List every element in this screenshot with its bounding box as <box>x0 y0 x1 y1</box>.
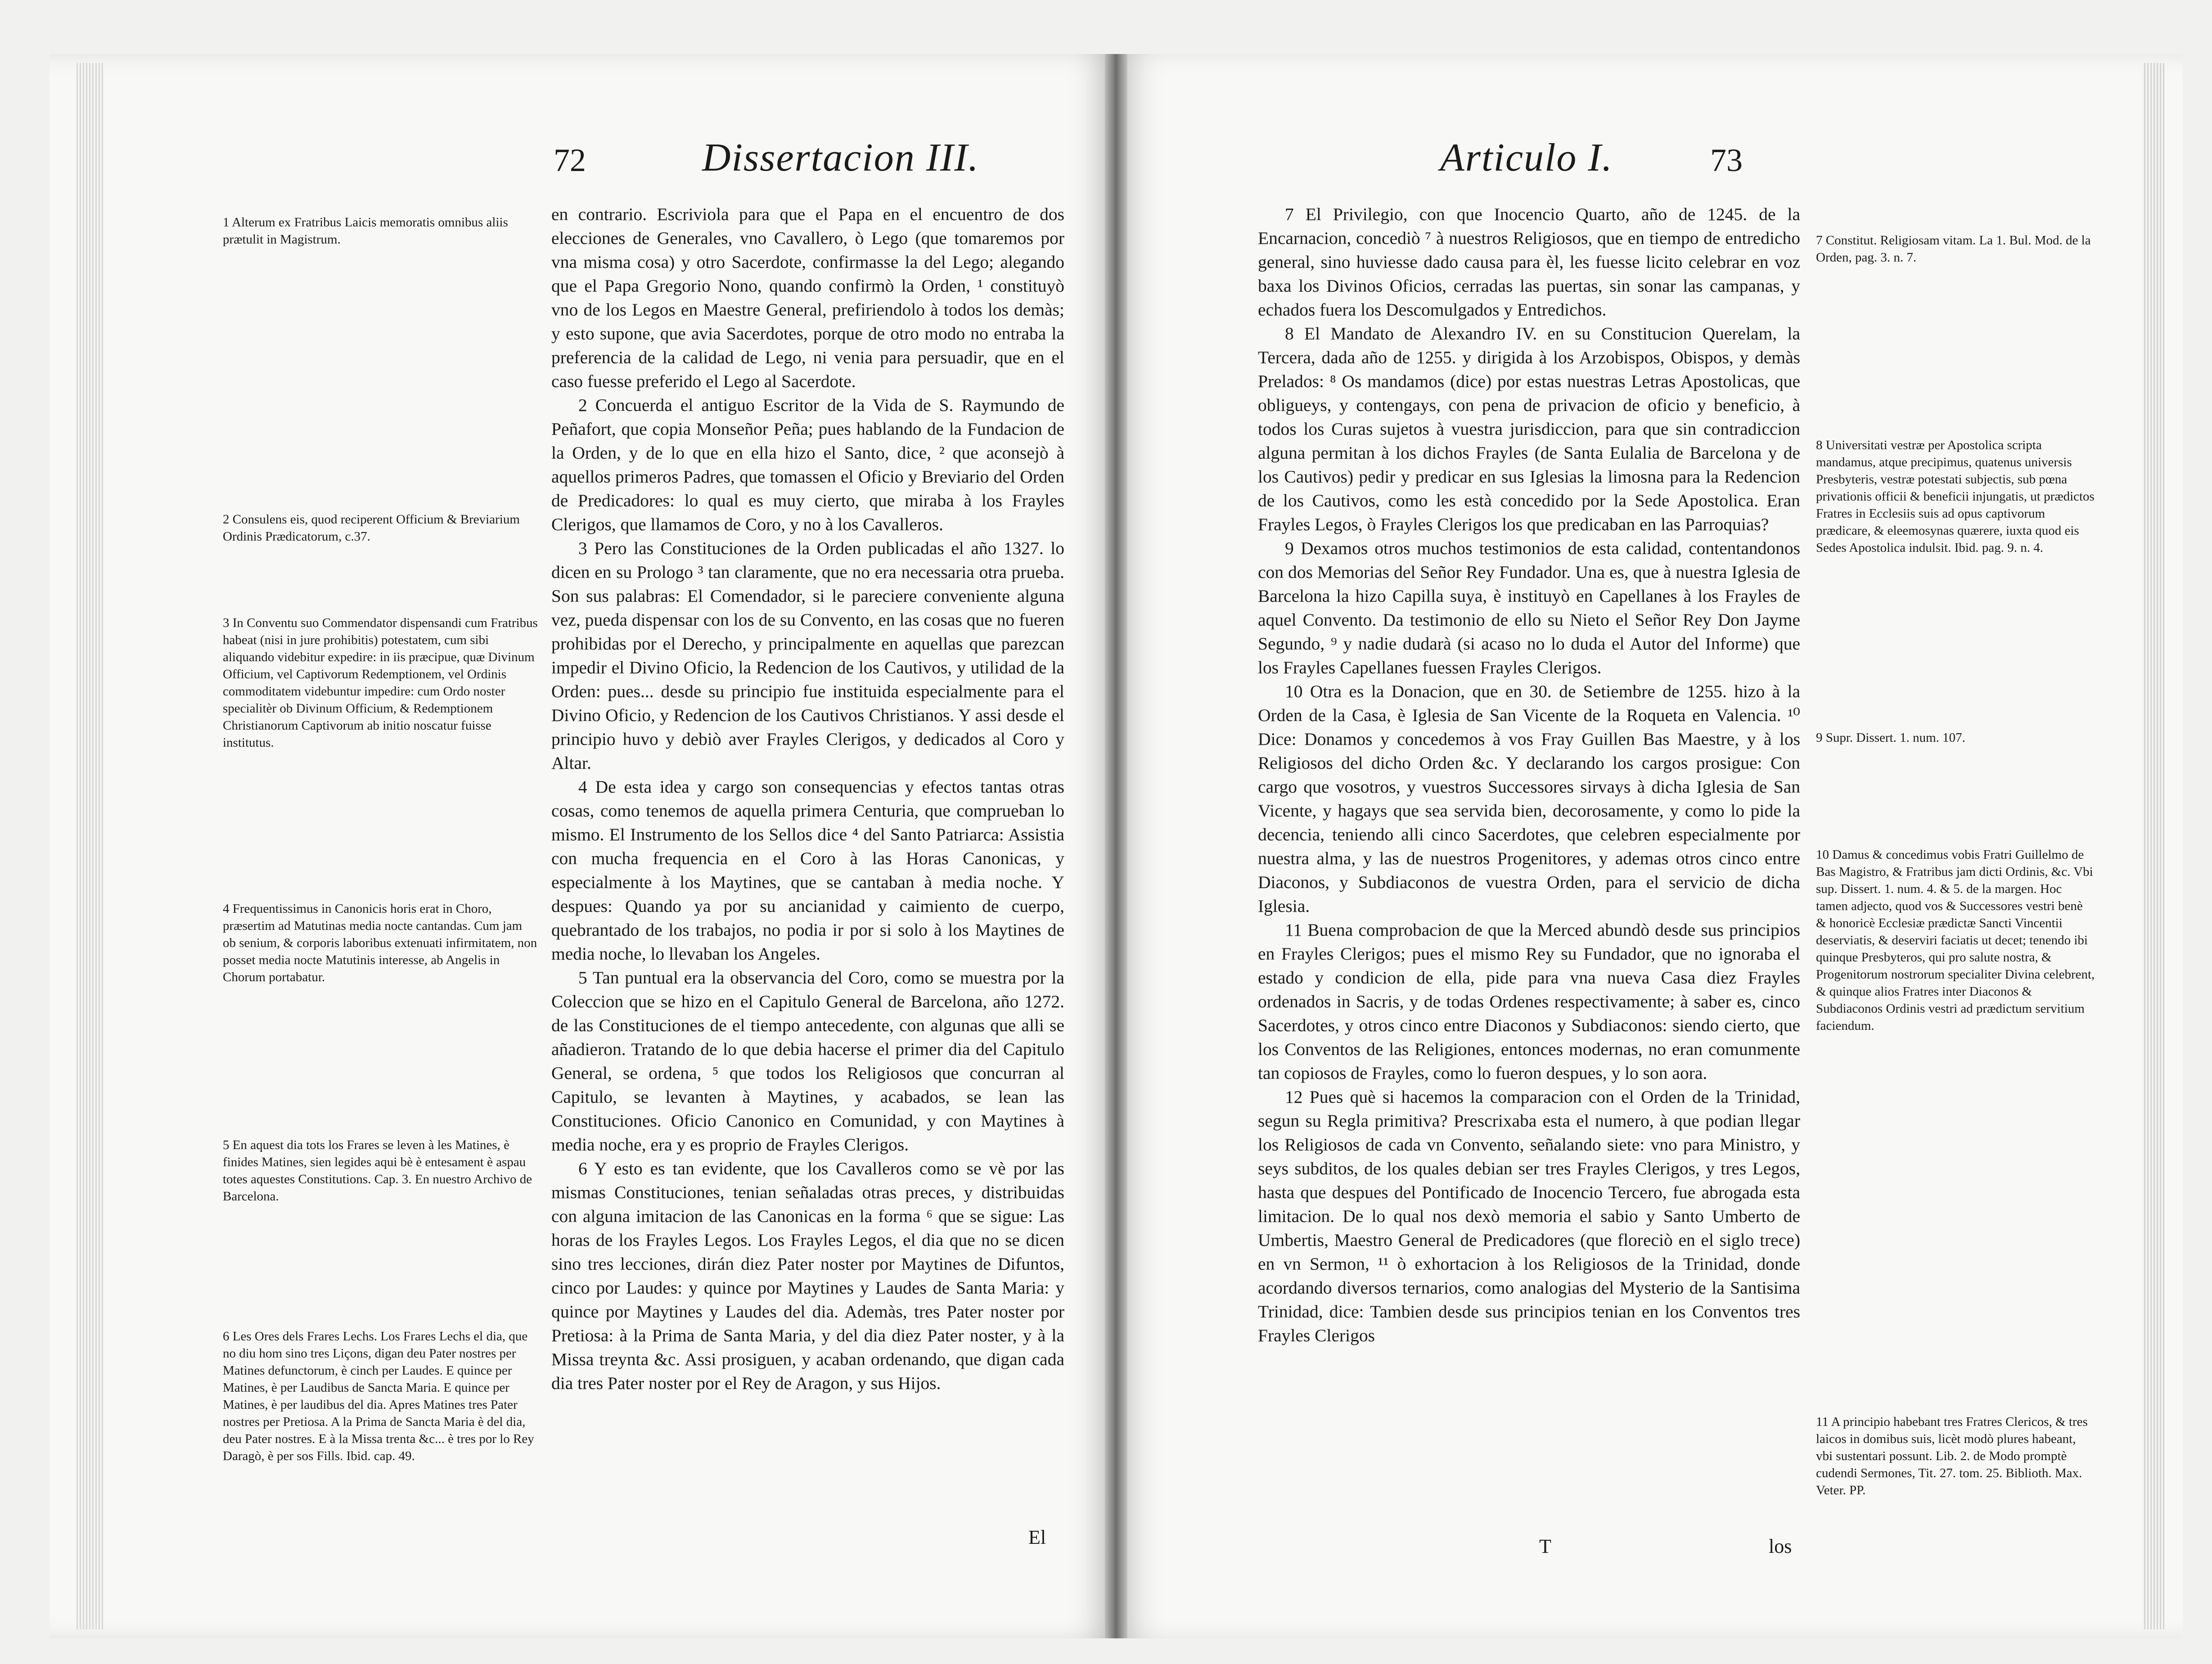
marginal-note: 5 En aquest dia tots los Frares se leven à les Matines, è finides Matines, sien legides aqui bè è entesament è aspau totes aquestes Constitutions. Cap. 3. En nuestro Archivo de Barcelona. <box>223 1138 532 1204</box>
marginal-note: 7 Constitut. Religiosam vitam. La 1. Bul. Mod. de la Orden, pag. 3. n. 7. <box>1816 233 2091 265</box>
marginal-note: 11 A principio habebant tres Fratres Clericos, & tres laicos in domibus suis, licèt modò plures habeant, vbi sustentari possunt. Lib. 2. de Modo promptè cudendi Sermones, Tit. 27. tom. 25. Biblioth. Max. Veter. PP. <box>1816 1415 2088 1497</box>
right-folio-number: 73 <box>1710 142 1743 178</box>
right-running-head: Articulo I. <box>1440 136 1613 180</box>
paragraph: 4 De esta idea y cargo son consequencias y efectos tantas otras cosas, como tenemos de aquella primera Centuria, que comprueban lo mismo. El Instrumento de los Sellos dice ⁴ del Santo Patriarca: Assistia con mucha frequencia en el Coro à las Horas Canonicas, y especialmente à los Maytines, que se cantaban à media noche. Y despues: Quando ya por su ancianidad y caimiento de cuerpo, quebrantado de los trabajos, no podia ir por si solo à los Maytines de media noche, lo llevaban los Angeles. <box>551 777 1064 964</box>
paragraph: 7 El Privilegio, con que Inocencio Quarto, año de 1245. de la Encarnacion, concediò ⁷ à nuestros Religiosos, que en tiempo de entredicho general, sino huviesse dado causa para èl, les fuesse licito celebrar en voz baxa los Divinos Oficios, cerradas las puertas, sin sonar las campanas, y echados fuera los Descomulgados y Entredichos. <box>1258 204 1800 320</box>
marginal-note: 3 In Conventu suo Commendator dispensandi cum Fratribus habeat (nisi in jure prohibitis) potestatem, cum sibi aliquando videbitur expedire: in iis præcipue, quæ Divinum Officium, vel Captivorum Redemptionem, vel Ordinis commoditatem videbuntur impedire: cum Ordo noster specialitèr ob Divinum Officium, & Redemptionem Christianorum Captivorum ab initio noscatur fuisse institutus. <box>223 616 538 750</box>
marginal-note: 8 Universitati vestræ per Apostolica scripta mandamus, atque precipimus, quatenus universis Presbyteris, vestræ potestati subjectis, sub pœna privationis officii & beneficii injungatis, ut prædictos Fratres in Ecclesiis suis ad opus captivorum prædicare, & eleemosynas quærere, iuxta quod eis Sedes Apostolica indulsit. Ibid. pag. 9. n. 4. <box>1816 438 2095 555</box>
marginal-note: 2 Consulens eis, quod reciperent Officium & Breviarium Ordinis Prædicatorum, c.37. <box>223 512 520 544</box>
left-main-text <box>551 203 1064 1395</box>
marginal-note: 1 Alterum ex Fratribus Laicis memoratis omnibus aliis prætulit in Magistrum. <box>223 215 508 247</box>
right-page-edges <box>2142 63 2165 1629</box>
right-main-text <box>1258 203 1800 1348</box>
left-catchword: El <box>1028 1526 1046 1548</box>
paragraph: 10 Otra es la Donacion, que en 30. de Setiembre de 1255. hizo à la Orden de la Casa, è Iglesia de San Vicente de la Roqueta en Valencia. ¹⁰ Dice: Donamos y concedemos à vos Fray Guillen Bas Maestre, y à los Religiosos del dicho Orden &c. Y declarando los cargos prosigue: Con cargo que vosotros, y vuestros Successores sirvays à dicha Iglesia de San Vicente, y hagays que sea servida bien, decorosamente, y como lo pide la decencia, teniendo alli cinco Sacerdotes, que celebren especialmente por nuestra alma, y las de nuestros Progenitores, y ademas otros cinco entre Diaconos, y Subdiaconos de vuestra Orden, para el servicio de dicha Iglesia. <box>1258 681 1800 916</box>
paragraph: en contrario. Escriviola para que el Papa en el encuentro de dos elecciones de Generales, vno Cavallero, ò Lego (que tomaremos por vna misma cosa) y otro Sacerdote, confirmasse la del Lego; alegando que el Papa Gregorio Nono, quando confirmò la Orden, ¹ constituyò vno de los Legos en Maestre General, prefiriendolo à todos los demàs; y esto supone, que avia Sacerdotes, porque de otro modo no entraba la preferencia de la calidad de Lego, ni venia para persuadir, que en el caso fuesse preferido el Lego al Sacerdote. <box>551 204 1064 391</box>
marginal-note: 4 Frequentissimus in Canonicis horis erat in Choro, præsertim ad Matutinas media nocte cantandas. Cum jam ob senium, & corporis laboribus extenuati infirmitatem, non posset media nocte Matutinis interesse, ab Angelis in Chorum portabatur. <box>223 902 537 984</box>
paragraph: 2 Concuerda el antiguo Escritor de la Vida de S. Raymundo de Peñafort, que copia Monseñor Peña; pues hablando de la Fundacion de la Orden, y de lo que en ella hizo el Santo, dice, ² que aconsejò à aquellos primeros Padres, que tomassen el Oficio y Breviario del Orden de Predicadores: lo qual es muy cierto, que miraba à los Frayles Clerigos, que llamamos de Coro, y no à los Cavalleros. <box>551 395 1064 534</box>
right-catchword: los <box>1769 1535 1792 1557</box>
left-page <box>50 54 1116 1638</box>
paragraph: 12 Pues què si hacemos la comparacion con el Orden de la Trinidad, segun su Regla primitiva? Prescrixaba esta el numero, à que podian llegar los Religiosos de cada vn Convento, señalando siete: vno para Ministro, y seys subditos, de los quales debian ser tres Frayles Clerigos, y tres Legos, hasta que despues del Pontificado de Inocencio Tercero, fue abrogada esta limitacion. De lo qual nos dexò memoria el sabio y Santo Umberto de Umbertis, Maestro General de Predicadores (que floreciò en el siglo trece) en vn Sermon, ¹¹ ò exhortacion à los Religiosos de la Trinidad, donde acordando diversos ternarios, como analogias del Mysterio de la Santisima Trinidad, dice: Tambien desde sus principios tenian en los Conventos tres Frayles Clerigos <box>1258 1087 1800 1345</box>
paragraph: 11 Buena comprobacion de que la Merced abundò desde sus principios en Frayles Clerigos; pues el mismo Rey su Fundador, que no ignoraba el estado y condicion de ella, pide para vna nueva Casa diez Frayles ordenados in Sacris, y de todas Ordenes respectivamente; à saber es, cinco Sacerdotes, y otros cinco entre Diaconos y Subdiaconos: siendo cierto, que los Conventos de las Religiones, entonces modernas, no eran comunmente tan copiosos de Frayles, como lo fueron despues, y lo son aora. <box>1258 920 1800 1083</box>
paragraph: 9 Dexamos otros muchos testimonios de esta calidad, contentandonos con dos Memorias del Señor Rey Fundador. Una es, que à nuestra Iglesia de Barcelona la hizo Capilla suya, è instituyò en Capellanes à los Frayles de aquel Convento. Da testimonio de ello su Nieto el Señor Rey Don Jayme Segundo, ⁹ y nadie dudarà (si acaso no lo duda el Autor del Informe) que los Frayles Capellanes fuessen Frayles Clerigos. <box>1258 538 1800 677</box>
paragraph: 3 Pero las Constituciones de la Orden publicadas el año 1327. lo dicen en su Prologo ³ tan claramente, que no era necessaria otra prueba. Son sus palabras: El Comendador, si le pareciere conveniente alguna vez, pueda dispensar con los de su Convento, en las cosas que no fueren prohibidas por el Derecho, y principalmente en aquellas que parezcan impedir el Divino Oficio, la Redencion de los Cautivos, y utilidad de la Orden: pues... desde su principio fue instituida especialmente para el Divino Oficio, y Redencion de los Cautivos Christianos. Y assi desde el principio huvo y debiò aver Frayles Clerigos, y dedicados al Coro y Altar. <box>551 538 1064 773</box>
paragraph: 6 Y esto es tan evidente, que los Cavalleros como se vè por las mismas Constituciones, tenian señaladas otras preces, y distribuidas con alguna imitacion de las Canonicas en la forma ⁶ que se sigue: Las horas de los Frayles Legos. Los Frayles Legos, el dia que no se dicen sino tres lecciones, dirán diez Pater noster por Maytines de Difuntos, cinco por Laudes: y quince por Maytines y Laudes de Santa Maria: y quince por Maytines y Laudes del dia. Ademàs, tres Pater noster por Pretiosa: à la Prima de Santa Maria, y del dia diez Pater noster, y à la Missa treynta &c. Assi prosiguen, y acaban ordenando, que digan cada dia tres Pater noster por el Rey de Aragon, y sus Hijos. <box>551 1159 1064 1393</box>
right-page <box>1116 54 2183 1638</box>
left-page-edges <box>77 63 104 1629</box>
open-book <box>50 54 2183 1638</box>
marginal-note: 9 Supr. Dissert. 1. num. 107. <box>1816 731 1965 745</box>
paragraph: 5 Tan puntual era la observancia del Coro, como se muestra por la Coleccion que se hizo en el Capitulo General de Barcelona, año 1272. de las Constituciones de el tiempo antecedente, con algunas que alli se añadieron. Tratando de lo que debia hacerse el primer dia del Capitulo General, se ordena, ⁵ que todos los Religiosos que concurran al Capitulo, se levanten à Maytines, y acabados, se lean las Constituciones. Oficio Canonico en Comunidad, y con Maytines à media noche, era y es proprio de Frayles Clerigos. <box>551 968 1064 1154</box>
left-running-head: Dissertacion III. <box>702 136 979 180</box>
marginal-note: 6 Les Ores dels Frares Lechs. Los Frares Lechs el dia, que no diu hom sino tres Liçons, digan deu Pater nostres per Matines defunctorum, è cinch per Laudes. E quince per Matines, è per Laudibus de Sancta Maria. E quince per Matines, è per laudibus del dia. Apres Matines tres Pater nostres per Pretiosa. A la Prima de Sancta Maria è del dia, deu Pater nostres. E à la Missa trenta &c... è tres por lo Rey Daragò, è per sos Fills. Ibid. cap. 49. <box>223 1329 534 1463</box>
paragraph: 8 El Mandato de Alexandro IV. en su Constitucion Querelam, la Tercera, dada año de 1255. y dirigida à los Arzobispos, Obispos, y demàs Prelados: ⁸ Os mandamos (dice) por estas nuestras Letras Apostolicas, que obligueys, y contengays, con pena de privacion de oficio y beneficio, à todos los Curas sujetos à vuestra jurisdiccion, para que sin contradiccion alguna permitan à los dichos Frayles (de Santa Eulalia de Barcelona y de los Cautivos) pedir y predicar en sus Iglesias la limosna para la Redencion de los Cautivos, como les està concedido por la Sede Apostolica. Eran Frayles Legos, ò Frayles Clerigos los que predicaban en las Parroquias? <box>1258 324 1800 534</box>
signature-mark: T <box>1539 1535 1551 1557</box>
book-gutter <box>1105 54 1127 1638</box>
marginal-note: 10 Damus & concedimus vobis Fratri Guillelmo de Bas Magistro, & Fratribus jam dicti Ordinis, &c. Vbi sup. Dissert. 1. num. 4. & 5. de la margen. Hoc tamen adjecto, quod vos & Successores vestri benè & honoricè Ecclesiæ prædictæ Sancti Vincentii deserviatis, & deserviri faciatis ut decet; tenendo ibi quinque Presbyteros, qui pro salute nostra, & Progenitorum nostrorum specialiter Divina celebrent, & quinque alios Fratres inter Diaconos & Subdiaconos Ordinis vestri ad prædictum servitium faciendum. <box>1816 848 2095 1033</box>
left-folio-number: 72 <box>554 142 586 178</box>
